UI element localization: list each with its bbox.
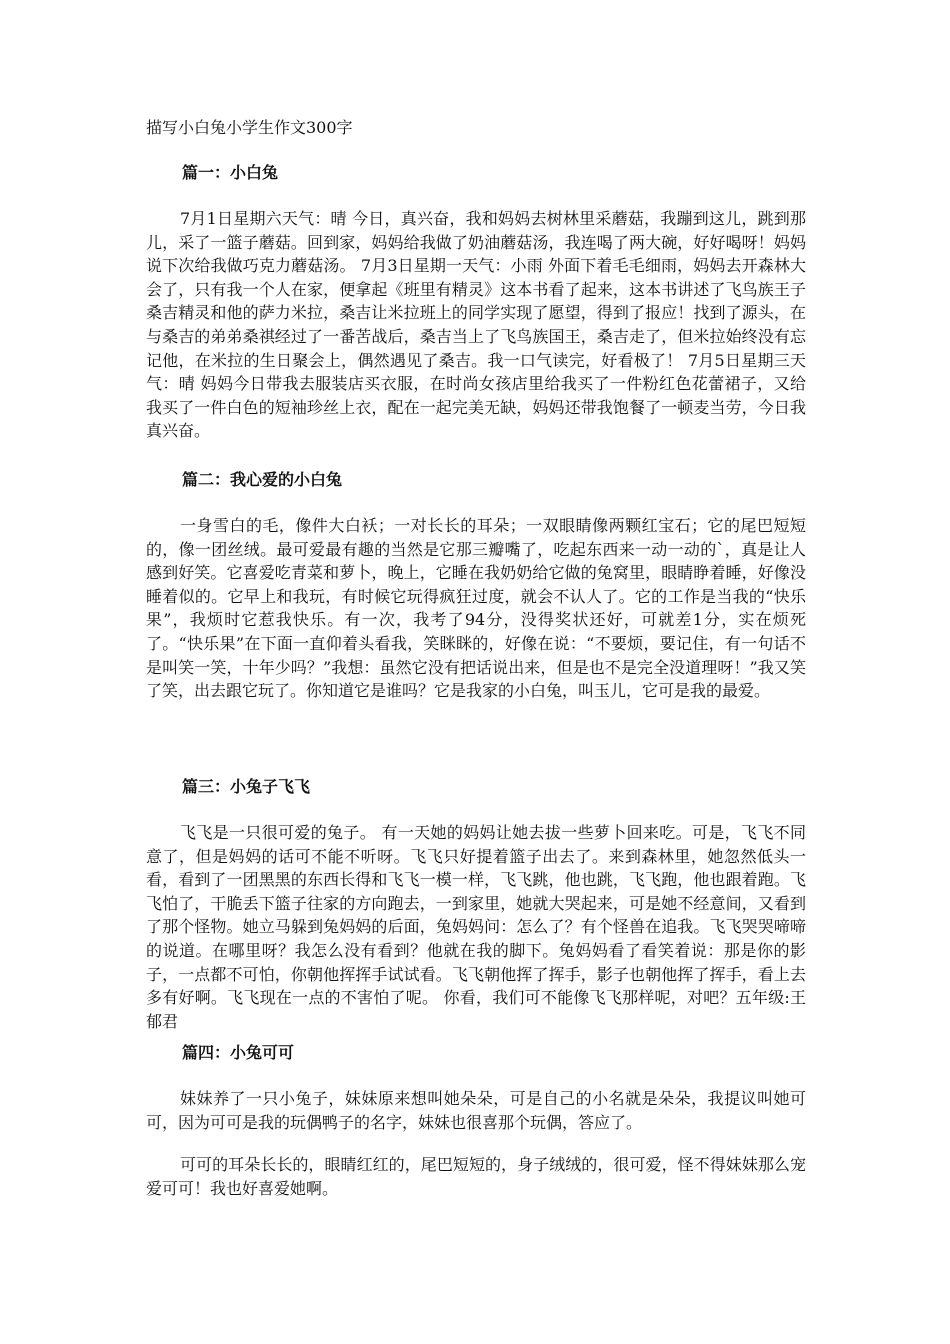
section-4 bbox=[146, 1042, 806, 1200]
section-heading: 篇二：我心爱的小白兔 bbox=[182, 470, 343, 489]
section-heading: 篇一：小白兔 bbox=[182, 163, 279, 182]
section-paragraph: 飞飞是一只很可爱的兔子。 有一天她的妈妈让她去拔一些萝卜回来吃。可是，飞飞不同意了，但是妈妈的话可不能不听呀。飞飞只好提着篮子出去了。来到森林里，她忽然低头一看，看到了一团黑黑的东西长得和飞飞一模一样，飞飞跳，他也跳，飞飞跑，他也跟着跑。飞飞怕了，干脆丢下篮子往家的方向跑去，一到家里，她就大哭起来，可是她不经意间，又看到了那个怪物。她立马躲到兔妈妈的后面，兔妈妈问：怎么了？有个怪兽在追我。飞飞哭哭啼啼的说道。在哪里呀？我怎么没有看到？他就在我的脚下。兔妈妈看了看笑着说：那是你的影子，一点都不可怕，你朝他挥挥手试试看。飞飞朝他挥了挥手，影子也朝他挥了挥手，看上去多有好啊。飞飞现在一点的不害怕了呢。 你看，我们可不能像飞飞那样呢，对吧？五年级:王郁君 bbox=[146, 823, 806, 1031]
section-paragraph: 可可的耳朵长长的，眼睛红红的，尾巴短短的，身子绒绒的，很可爱，怪不得妹妹那么宠爱可可！我也好喜爱她啊。 bbox=[146, 1155, 806, 1198]
document-title: 描写小白兔小学生作文300字 bbox=[146, 118, 353, 137]
section-paragraph: 一身雪白的毛，像件大白袄；一对长长的耳朵；一双眼睛像两颗红宝石；它的尾巴短短的，像一团丝绒。最可爱最有趣的当然是它那三瓣嘴了，吃起东西来一动一动的`，真是让人感到好笑。它喜爱吃青菜和萝卜，晚上，它睡在我奶奶给它做的兔窝里，眼睛睁着睡，好像没睡着似的。它早上和我玩，有时候它玩得疯狂过度，就会不认人了。它的工作是当我的“快乐果”，我烦时它惹我快乐。有一次，我考了94分，没得奖状还好，可就差1分，实在烦死了。“快乐果”在下面一直仰着头看我，笑眯眯的，好像在说：“不要烦，要记住，有一句话不是叫笑一笑，十年少吗？”我想：虽然它没有把话说出来，但是也不是完全没道理呀！”我又笑了笑，出去跟它玩了。你知道它是谁吗？它是我家的小白兔，叫玉儿，它可是我的最爱。 bbox=[146, 516, 806, 701]
section-heading: 篇三：小兔子飞飞 bbox=[182, 777, 311, 796]
section-paragraph: 7月1日星期六天气：晴 今日，真兴奋，我和妈妈去树林里采蘑菇，我蹦到这儿，跳到那儿，采了一篮子蘑菇。回到家，妈妈给我做了奶油蘑菇汤，我连喝了两大碗，好好喝呀！妈妈说下次给我做巧克力蘑菇汤。 7月3日星期一天气：小雨 外面下着毛毛细雨，妈妈去开森林大会了，只有我一个人在家，便拿起《班里有精灵》这本书看了起来，这本书讲述了飞鸟族王子桑吉精灵和他的萨力米拉，桑吉让米拉班上的同学实现了愿望，得到了报应！找到了源头，在与桑吉的弟弟桑祺经过了一番苦战后，桑吉当上了飞鸟族国王，桑吉走了，但米拉始终没有忘记他，在米拉的生日聚会上，偶然遇见了桑吉。我一口气读完，好看极了！ 7月5日星期三天气：晴 妈妈今日带我去服装店买衣服，在时尚女孩店里给我买了一件粉红色花蕾裙子，又给我买了一件白色的短袖珍丝上衣，配在一起完美无缺，妈妈还带我饱餐了一顿麦当劳，今日我真兴奋。 bbox=[146, 209, 806, 441]
section-3 bbox=[146, 776, 806, 1033]
section-heading: 篇四：小兔可可 bbox=[182, 1043, 295, 1062]
section-paragraph: 妹妹养了一只小兔子，妹妹原来想叫她朵朵，可是自己的小名就是朵朵，我提议叫她可可，因为可可是我的玩偶鸭子的名字，妹妹也很喜那个玩偶，答应了。 bbox=[146, 1089, 806, 1132]
section-1 bbox=[146, 162, 806, 443]
section-2 bbox=[146, 469, 806, 703]
